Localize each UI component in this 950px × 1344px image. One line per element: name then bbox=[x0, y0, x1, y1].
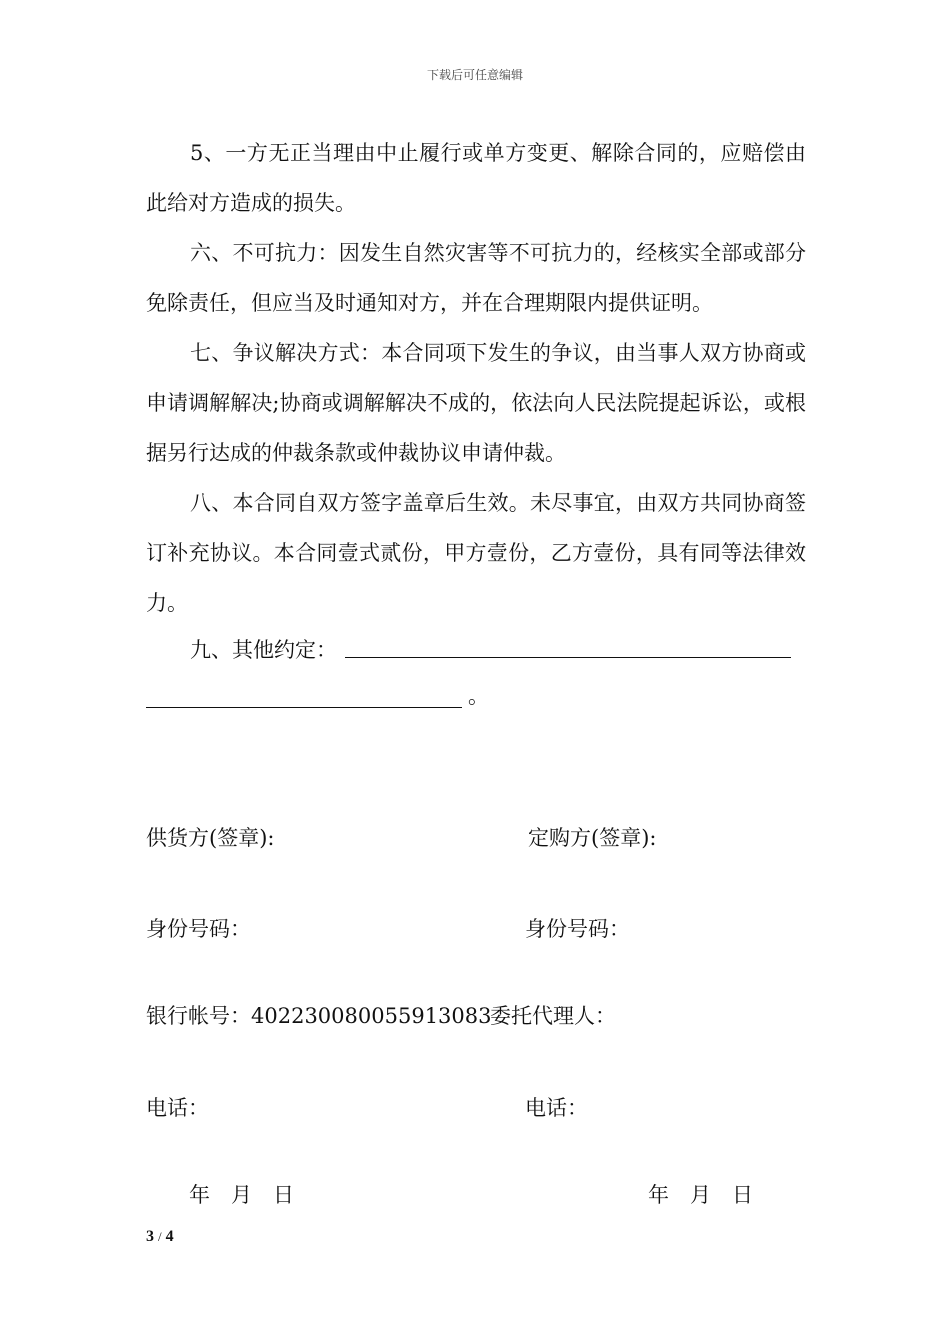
page-separator: / bbox=[158, 1229, 162, 1244]
other-terms-blank-line-1 bbox=[345, 657, 791, 658]
page-number bbox=[146, 1228, 174, 1246]
buyer-signature-label: 定购方(签章): bbox=[528, 826, 657, 850]
clause-dispute-paragraph: 七、争议解决方式：本合同项下发生的争议，由当事人双方协商或申请调解解决;协商或调解解决不成的，依法向人民法院提起诉讼，或根据另行达成的仲裁条款或仲裁协议申请仲裁。 bbox=[146, 341, 806, 465]
supplier-date: 年 月 日 bbox=[189, 1183, 294, 1207]
contract-body bbox=[146, 128, 806, 628]
clause-force-majeure-paragraph: 六、不可抗力：因发生自然灾害等不可抗力的，经核实全部或部分免除责任，但应当及时通知对方，并在合理期限内提供证明。 bbox=[146, 241, 806, 315]
other-terms-label: 九、其他约定： bbox=[190, 638, 337, 662]
page-current: 3 bbox=[146, 1228, 154, 1245]
other-terms-end: 。 bbox=[468, 684, 489, 708]
supplier-phone-label: 电话： bbox=[146, 1096, 209, 1120]
buyer-id-label: 身份号码： bbox=[525, 917, 630, 941]
buyer-date: 年 月 日 bbox=[648, 1183, 753, 1207]
bank-account: 银行帐号：402230080055913083 bbox=[146, 1004, 492, 1028]
page-total: 4 bbox=[165, 1228, 174, 1245]
header-note: 下载后可任意编辑 bbox=[426, 68, 523, 82]
supplier-id-label: 身份号码： bbox=[146, 917, 251, 941]
other-terms-blank-line-2 bbox=[146, 707, 462, 708]
buyer-phone-label: 电话： bbox=[525, 1096, 588, 1120]
supplier-signature-label: 供货方(签章): bbox=[146, 826, 275, 850]
agent-label: 委托代理人： bbox=[490, 1004, 616, 1028]
clause-effectiveness-paragraph: 八、本合同自双方签字盖章后生效。未尽事宜，由双方共同协商签订补充协议。本合同壹式贰份，甲方壹份，乙方壹份，具有同等法律效力。 bbox=[146, 491, 806, 615]
clause-5-paragraph: 5、一方无正当理由中止履行或单方变更、解除合同的，应赔偿由此给对方造成的损失。 bbox=[146, 141, 806, 215]
